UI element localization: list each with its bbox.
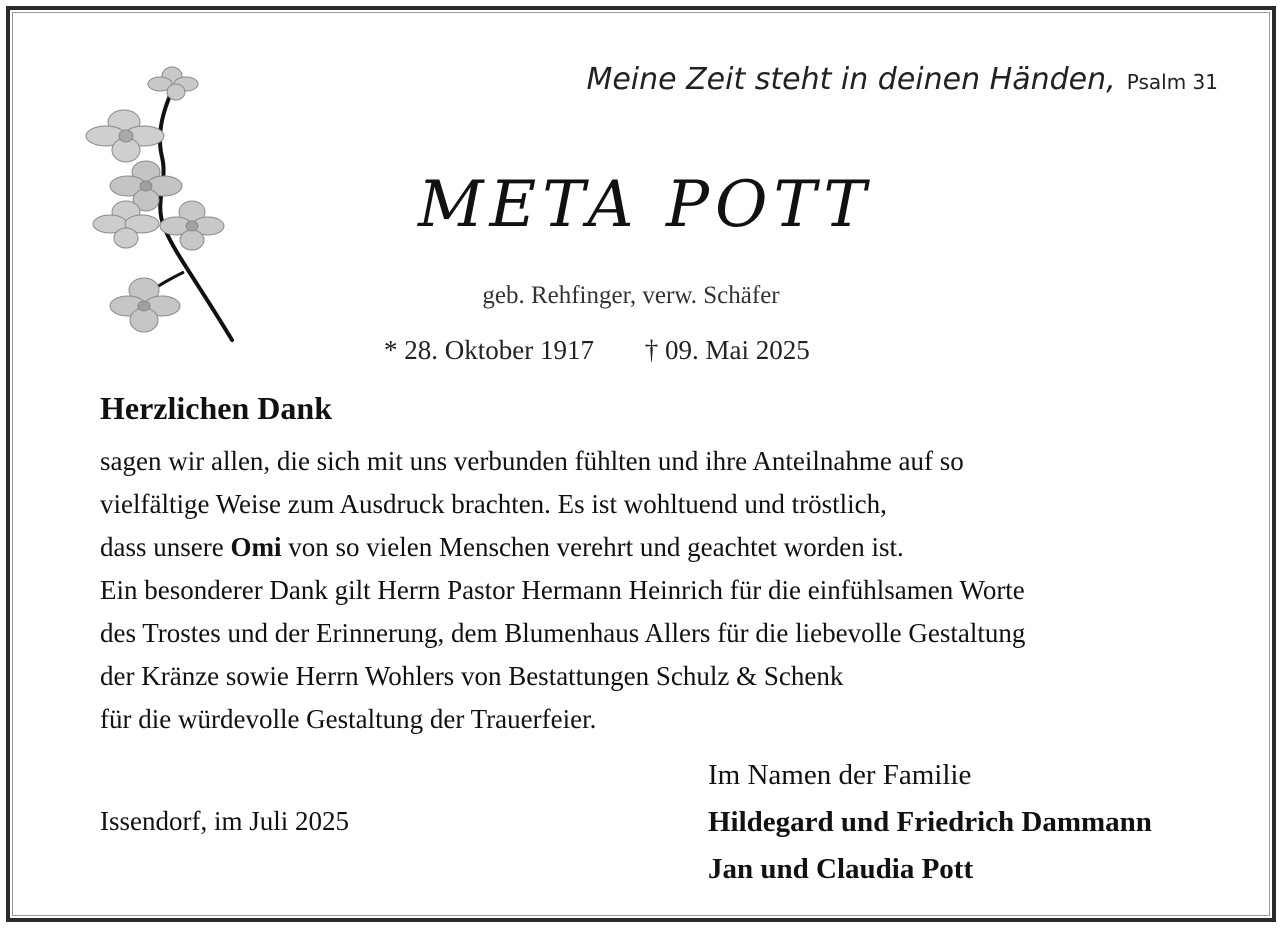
family-signature xyxy=(708,752,1152,893)
signature-intro: Im Namen der Familie xyxy=(708,759,972,791)
birth-name: geb. Rehfinger, verw. Schäfer xyxy=(482,282,780,309)
birth-date: * 28. Oktober 1917 xyxy=(384,335,594,365)
signature-family-1: Hildegard und Friedrich Dammann xyxy=(708,806,1152,838)
message-line-part: dass unsere xyxy=(100,532,224,562)
message-line xyxy=(100,526,1240,569)
message-line: für die würdevolle Gestaltung der Trauerfeier. xyxy=(100,704,597,734)
death-date: † 09. Mai 2025 xyxy=(644,335,810,365)
thanks-heading: Herzlichen Dank xyxy=(100,390,332,426)
message-line: Ein besonderer Dank gilt Herrn Pastor Hermann Heinrich für die einfühlsamen Worte xyxy=(100,575,1025,605)
message-line: sagen wir allen, die sich mit uns verbunden fühlten und ihre Anteilnahme auf so xyxy=(100,446,964,476)
thanks-message xyxy=(100,440,1240,741)
motto-text: Meine Zeit steht in deinen Händen, xyxy=(586,62,1116,97)
highlight-omi: Omi xyxy=(230,532,282,562)
message-line-part: von so vielen Menschen verehrt und geachtet worden ist. xyxy=(288,532,904,562)
bible-motto xyxy=(586,62,1218,97)
motto-reference: Psalm 31 xyxy=(1126,70,1218,94)
message-line: des Trostes und der Erinnerung, dem Blumenhaus Allers für die liebevolle Gestaltung xyxy=(100,618,1026,648)
signature-family-2: Jan und Claudia Pott xyxy=(708,853,974,885)
deceased-name: META POTT xyxy=(417,168,873,242)
life-dates xyxy=(384,335,810,366)
place-date: Issendorf, im Juli 2025 xyxy=(100,806,349,836)
message-line: vielfältige Weise zum Ausdruck brachten. Es ist wohltuend und tröstlich, xyxy=(100,489,887,519)
message-line: der Kränze sowie Herrn Wohlers von Bestattungen Schulz & Schenk xyxy=(100,661,844,691)
